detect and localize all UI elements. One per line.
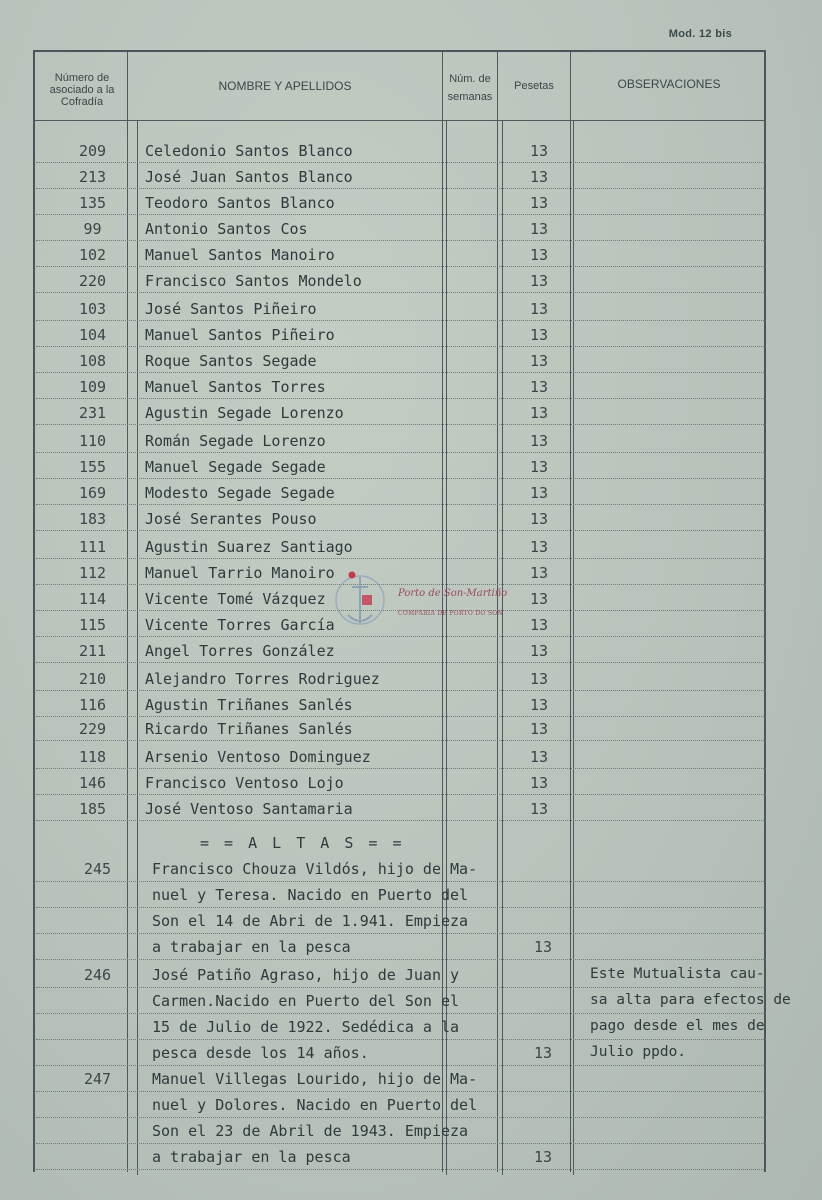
member-pesetas: 13 (529, 142, 549, 160)
ruled-line (36, 504, 766, 505)
member-number: 99 (83, 220, 102, 238)
member-name: Francisco Ventoso Lojo (145, 774, 344, 792)
alta-text-line: a trabajar en la pesca (152, 1148, 351, 1166)
member-name: Ricardo Triñanes Sanlés (145, 720, 353, 738)
ruled-line (36, 768, 766, 769)
member-pesetas: 13 (529, 194, 549, 212)
ruled-line (36, 162, 766, 163)
member-name: Celedonio Santos Blanco (145, 142, 353, 160)
member-name: José Serantes Pouso (145, 510, 317, 528)
alta-text-line: José Patiño Agraso, hijo de Juan y (152, 966, 460, 984)
member-pesetas: 13 (529, 246, 549, 264)
member-name: Román Segade Lorenzo (145, 432, 326, 450)
member-pesetas: 13 (529, 616, 549, 634)
stamp-subtitle: COMPARIA DE PORTO DO SON (398, 610, 504, 617)
member-pesetas: 13 (529, 352, 549, 370)
ruled-line (36, 794, 766, 795)
member-pesetas: 13 (529, 748, 549, 766)
member-name: Manuel Tarrio Manoiro (145, 564, 335, 582)
member-pesetas: 13 (529, 404, 549, 422)
member-pesetas: 13 (529, 300, 549, 318)
ruled-line (36, 398, 766, 399)
ruled-line (36, 636, 766, 637)
alta-text-line: 15 de Julio de 1922. Sedédica a la (152, 1018, 460, 1036)
alta-text-line: Francisco Chouza Vildós, hijo de Ma- (152, 860, 478, 878)
observation-line: sa alta para efectos de (590, 992, 791, 1008)
member-pesetas: 13 (529, 220, 549, 238)
member-pesetas: 13 (529, 484, 549, 502)
member-number: 102 (78, 246, 107, 264)
col-divider (570, 52, 571, 1172)
member-name: Antonio Santos Cos (145, 220, 308, 238)
member-pesetas: 13 (529, 510, 549, 528)
ruled-line (36, 584, 766, 585)
member-number: 116 (78, 696, 107, 714)
member-name: Agustin Suarez Santiago (145, 538, 353, 556)
member-number: 109 (78, 378, 107, 396)
form-code: Mod. 12 bis (668, 28, 732, 40)
member-number: 155 (78, 458, 107, 476)
ruled-line (36, 1039, 766, 1040)
member-number: 169 (78, 484, 107, 502)
inner-obs-line (573, 120, 574, 1175)
alta-number: 245 (83, 860, 112, 878)
member-name: Roque Santos Segade (145, 352, 317, 370)
member-number: 209 (78, 142, 107, 160)
stamp-title: Porto de Son-Martiño (398, 588, 508, 599)
alta-pesetas: 13 (533, 1044, 553, 1062)
observation-line: Julio ppdo. (590, 1044, 687, 1060)
member-number: 231 (78, 404, 107, 422)
alta-text-line: pesca desde los 14 años. (152, 1044, 369, 1062)
member-pesetas: 13 (529, 696, 549, 714)
member-pesetas: 13 (529, 564, 549, 582)
ruled-line (36, 320, 766, 321)
header-pesetas: Pesetas (514, 80, 554, 92)
member-pesetas: 13 (529, 378, 549, 396)
header-nombre: NOMBRE Y APELLIDOS (218, 79, 352, 93)
ruled-line (36, 987, 766, 988)
member-name: Manuel Santos Torres (145, 378, 326, 396)
member-name: Vicente Tomé Vázquez (145, 590, 326, 608)
member-name: Manuel Segade Segade (145, 458, 326, 476)
member-pesetas: 13 (529, 458, 549, 476)
member-name: Agustin Segade Lorenzo (145, 404, 344, 422)
alta-text-line: a trabajar en la pesca (152, 938, 351, 956)
member-number: 135 (78, 194, 107, 212)
header-semanas: Núm. de semanas (447, 73, 493, 103)
member-name: José Ventoso Santamaria (145, 800, 353, 818)
member-number: 229 (78, 720, 107, 738)
observation-line: Este Mutualista cau- (590, 966, 765, 982)
member-number: 115 (78, 616, 107, 634)
member-number: 183 (78, 510, 107, 528)
member-number: 211 (78, 642, 107, 660)
member-number: 114 (78, 590, 107, 608)
member-pesetas: 13 (529, 670, 549, 688)
ruled-line (36, 266, 766, 267)
member-name: Manuel Santos Manoiro (145, 246, 335, 264)
member-number: 185 (78, 800, 107, 818)
member-pesetas: 13 (529, 800, 549, 818)
inner-sem-line (446, 120, 447, 1175)
alta-text-line: Carmen.Nacido en Puerto del Son el (152, 992, 460, 1010)
member-name: Teodoro Santos Blanco (145, 194, 335, 212)
alta-text-line: Manuel Villegas Lourido, hijo de Ma- (152, 1070, 478, 1088)
ruled-line (36, 214, 766, 215)
member-pesetas: 13 (529, 590, 549, 608)
member-number: 103 (78, 300, 107, 318)
member-pesetas: 13 (529, 642, 549, 660)
observation-line: pago desde el mes de (590, 1018, 765, 1034)
ruled-line (36, 959, 766, 960)
member-name: Angel Torres González (145, 642, 335, 660)
member-number: 220 (78, 272, 107, 290)
ruled-line (36, 452, 766, 453)
ruled-line (36, 530, 766, 531)
member-pesetas: 13 (529, 538, 549, 556)
ruled-line (36, 1091, 766, 1092)
header-numero: Número de asociado a la Cofradía (49, 72, 115, 108)
ruled-line (36, 372, 766, 373)
alta-text-line: Son el 14 de Abri de 1.941. Empieza (152, 912, 469, 930)
ruled-line (36, 292, 766, 293)
member-pesetas: 13 (529, 720, 549, 738)
alta-text-line: nuel y Teresa. Nacido en Puerto del (152, 886, 469, 904)
member-pesetas: 13 (529, 272, 549, 290)
altas-heading: = = A L T A S = = (200, 834, 405, 852)
member-number: 112 (78, 564, 107, 582)
member-number: 110 (78, 432, 107, 450)
ruled-line (36, 558, 766, 559)
alta-text-line: nuel y Dolores. Nacido en Puerto del (152, 1096, 478, 1114)
member-pesetas: 13 (529, 326, 549, 344)
ruled-line (36, 662, 766, 663)
ruled-line (36, 907, 766, 908)
member-pesetas: 13 (529, 168, 549, 186)
member-number: 146 (78, 774, 107, 792)
member-name: Francisco Santos Mondelo (145, 272, 362, 290)
ruled-line (36, 881, 766, 882)
alta-pesetas: 13 (533, 938, 553, 956)
member-number: 210 (78, 670, 107, 688)
member-name: Agustin Triñanes Sanlés (145, 696, 353, 714)
member-number: 104 (78, 326, 107, 344)
member-name: Arsenio Ventoso Dominguez (145, 748, 371, 766)
member-name: José Juan Santos Blanco (145, 168, 353, 186)
alta-pesetas: 13 (533, 1148, 553, 1166)
ruled-line (36, 1169, 766, 1170)
ruled-line (36, 1143, 766, 1144)
alta-number: 246 (83, 966, 112, 984)
ruled-line (36, 716, 766, 717)
header-observaciones: OBSERVACIONES (617, 77, 721, 91)
member-name: Modesto Segade Segade (145, 484, 335, 502)
member-name: José Santos Piñeiro (145, 300, 317, 318)
ruled-line (36, 1065, 766, 1066)
ruled-line (36, 933, 766, 934)
member-pesetas: 13 (529, 432, 549, 450)
alta-number: 247 (83, 1070, 112, 1088)
member-name: Vicente Torres García (145, 616, 335, 634)
alta-text-line: Son el 23 de Abril de 1943. Empieza (152, 1122, 469, 1140)
member-name: Manuel Santos Piñeiro (145, 326, 335, 344)
member-name: Alejandro Torres Rodriguez (145, 670, 380, 688)
ruled-line (36, 188, 766, 189)
seal-stamp-icon (330, 565, 390, 635)
inner-pes-line (502, 120, 503, 1175)
ruled-line (36, 1117, 766, 1118)
ruled-line (36, 1013, 766, 1014)
ruled-line (36, 820, 766, 821)
member-number: 213 (78, 168, 107, 186)
header-divider (35, 120, 766, 121)
member-number: 118 (78, 748, 107, 766)
member-number: 108 (78, 352, 107, 370)
member-pesetas: 13 (529, 774, 549, 792)
ruled-line (36, 240, 766, 241)
ruled-line (36, 424, 766, 425)
ruled-line (36, 740, 766, 741)
ruled-line (36, 478, 766, 479)
member-number: 111 (78, 538, 107, 556)
inner-name-line (137, 120, 138, 1175)
ruled-line (36, 346, 766, 347)
ruled-line (36, 690, 766, 691)
